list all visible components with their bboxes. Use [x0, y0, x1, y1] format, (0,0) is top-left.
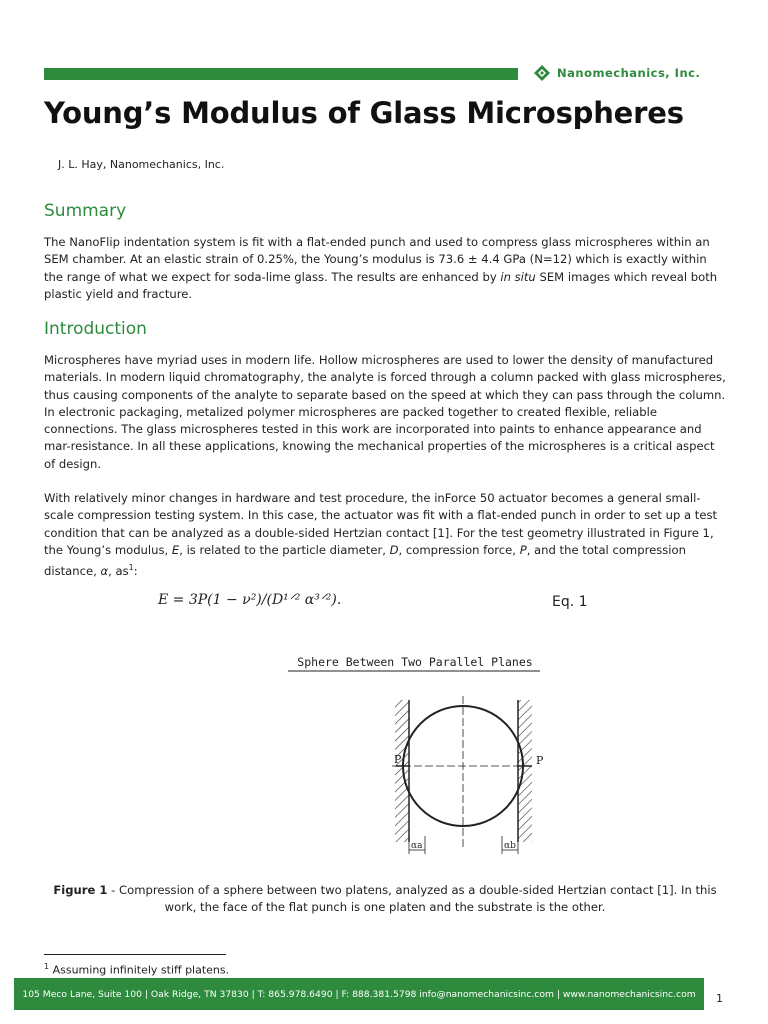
introduction-heading: Introduction [44, 319, 147, 339]
figure-caption [44, 882, 726, 917]
dim-right-label: αb [504, 841, 516, 851]
footer-bar [14, 978, 704, 1010]
company-name: Nanomechanics, Inc. [557, 66, 701, 80]
left-force-label: P [394, 753, 402, 766]
var-alpha: α [100, 564, 109, 579]
intro-text-e: , as [108, 564, 129, 579]
summary-text-2: SEM images which reveal both plastic yield and fracture. [44, 269, 718, 301]
intro-paragraph-1: Microspheres have myriad uses in modern life. Hollow microspheres are used to lower the density of manufactured materials. In modern liquid chromatography, the analyte is forced through a column packed with glass microspheres, thus causing components of the analyte to separate based on the speed at which they can pass through the column. In electronic packaging, metalized polymer microspheres are packed together to created flexible, reliable connections. The glass microspheres tested in this work are incorporated into paints to enhance appearance and mar-resistance. In all these applications, knowing the mechanical properties of the microspheres is a critical aspect of design. [44, 353, 726, 471]
right-force-label: P [536, 754, 544, 767]
summary-text-1: The NanoFlip indentation system is fit with a flat-ended punch and used to compress glass microspheres within an SEM chamber. At an elastic strain of 0.25%, the Young’s modulus is 73.6 ± 4.4 GPa (N=12) which is exactly within the range of what we expect for soda-lime glass. The results are enhanced by [44, 235, 710, 284]
var-e: E [171, 542, 180, 557]
left-platen [395, 700, 409, 842]
right-platen [518, 700, 532, 842]
summary-heading: Summary [44, 201, 127, 221]
footnote-rule [44, 954, 226, 955]
summary-insitu: in situ [500, 269, 536, 284]
figure-1-diagram [280, 652, 550, 862]
caption-label: Figure 1 [53, 883, 108, 897]
footnote-text: Assuming infinitely stiff platens. [49, 963, 230, 977]
equation-1: E = 3P(1 − ν²)/(D¹ᐟ² α³ᐟ²). [158, 592, 342, 608]
equation-label: Eq. 1 [552, 594, 588, 610]
footnote-mark: 1 [44, 962, 50, 971]
intro-text-d: , and the total compression distance, [44, 542, 686, 579]
intro-text-b: , is related to the particle diameter, [179, 542, 390, 557]
page-number: 1 [716, 992, 723, 1005]
var-d: D [389, 542, 399, 557]
footnote [44, 962, 229, 977]
caption-text: - Compression of a sphere between two platens, analyzed as a double-sided Hertzian contact [1]. In this work, the face of the flat punch is one platen and the substrate is the other. [107, 883, 717, 915]
footnote-ref: 1 [128, 563, 134, 573]
footer-contact: 105 Meco Lane, Suite 100 | Oak Ridge, TN 37830 | T: 865.978.6490 | F: 888.381.5798 info@nanomechanicsinc.com | www.nanomechanicsinc.com [22, 988, 696, 1000]
figure-title: Sphere Between Two Parallel Planes [297, 655, 533, 669]
author-line: J. L. Hay, Nanomechanics, Inc. [58, 158, 225, 171]
page-title: Young’s Modulus of Glass Microspheres [44, 96, 684, 130]
intro-text-c: , compression force, [398, 542, 520, 557]
header-rule [44, 68, 518, 80]
var-p: P [519, 542, 527, 557]
intro-text-a: With relatively minor changes in hardware and test procedure, the inForce 50 actuator becomes a general small-scale compression testing system. In this case, the actuator was fit with a flat-ended punch in order to set up a test condition that can be analyzed as a double-sided Hertzian contact [1]. For the test geometry illustrated in Figure 1, the Young’s modulus, [44, 491, 718, 557]
intro-text-f: : [133, 564, 138, 579]
dim-left-label: αa [411, 841, 423, 851]
company-logo [533, 64, 700, 82]
nanomechanics-logo-icon [533, 64, 551, 82]
intro-paragraph-2 [44, 490, 726, 580]
summary-paragraph [44, 234, 726, 303]
